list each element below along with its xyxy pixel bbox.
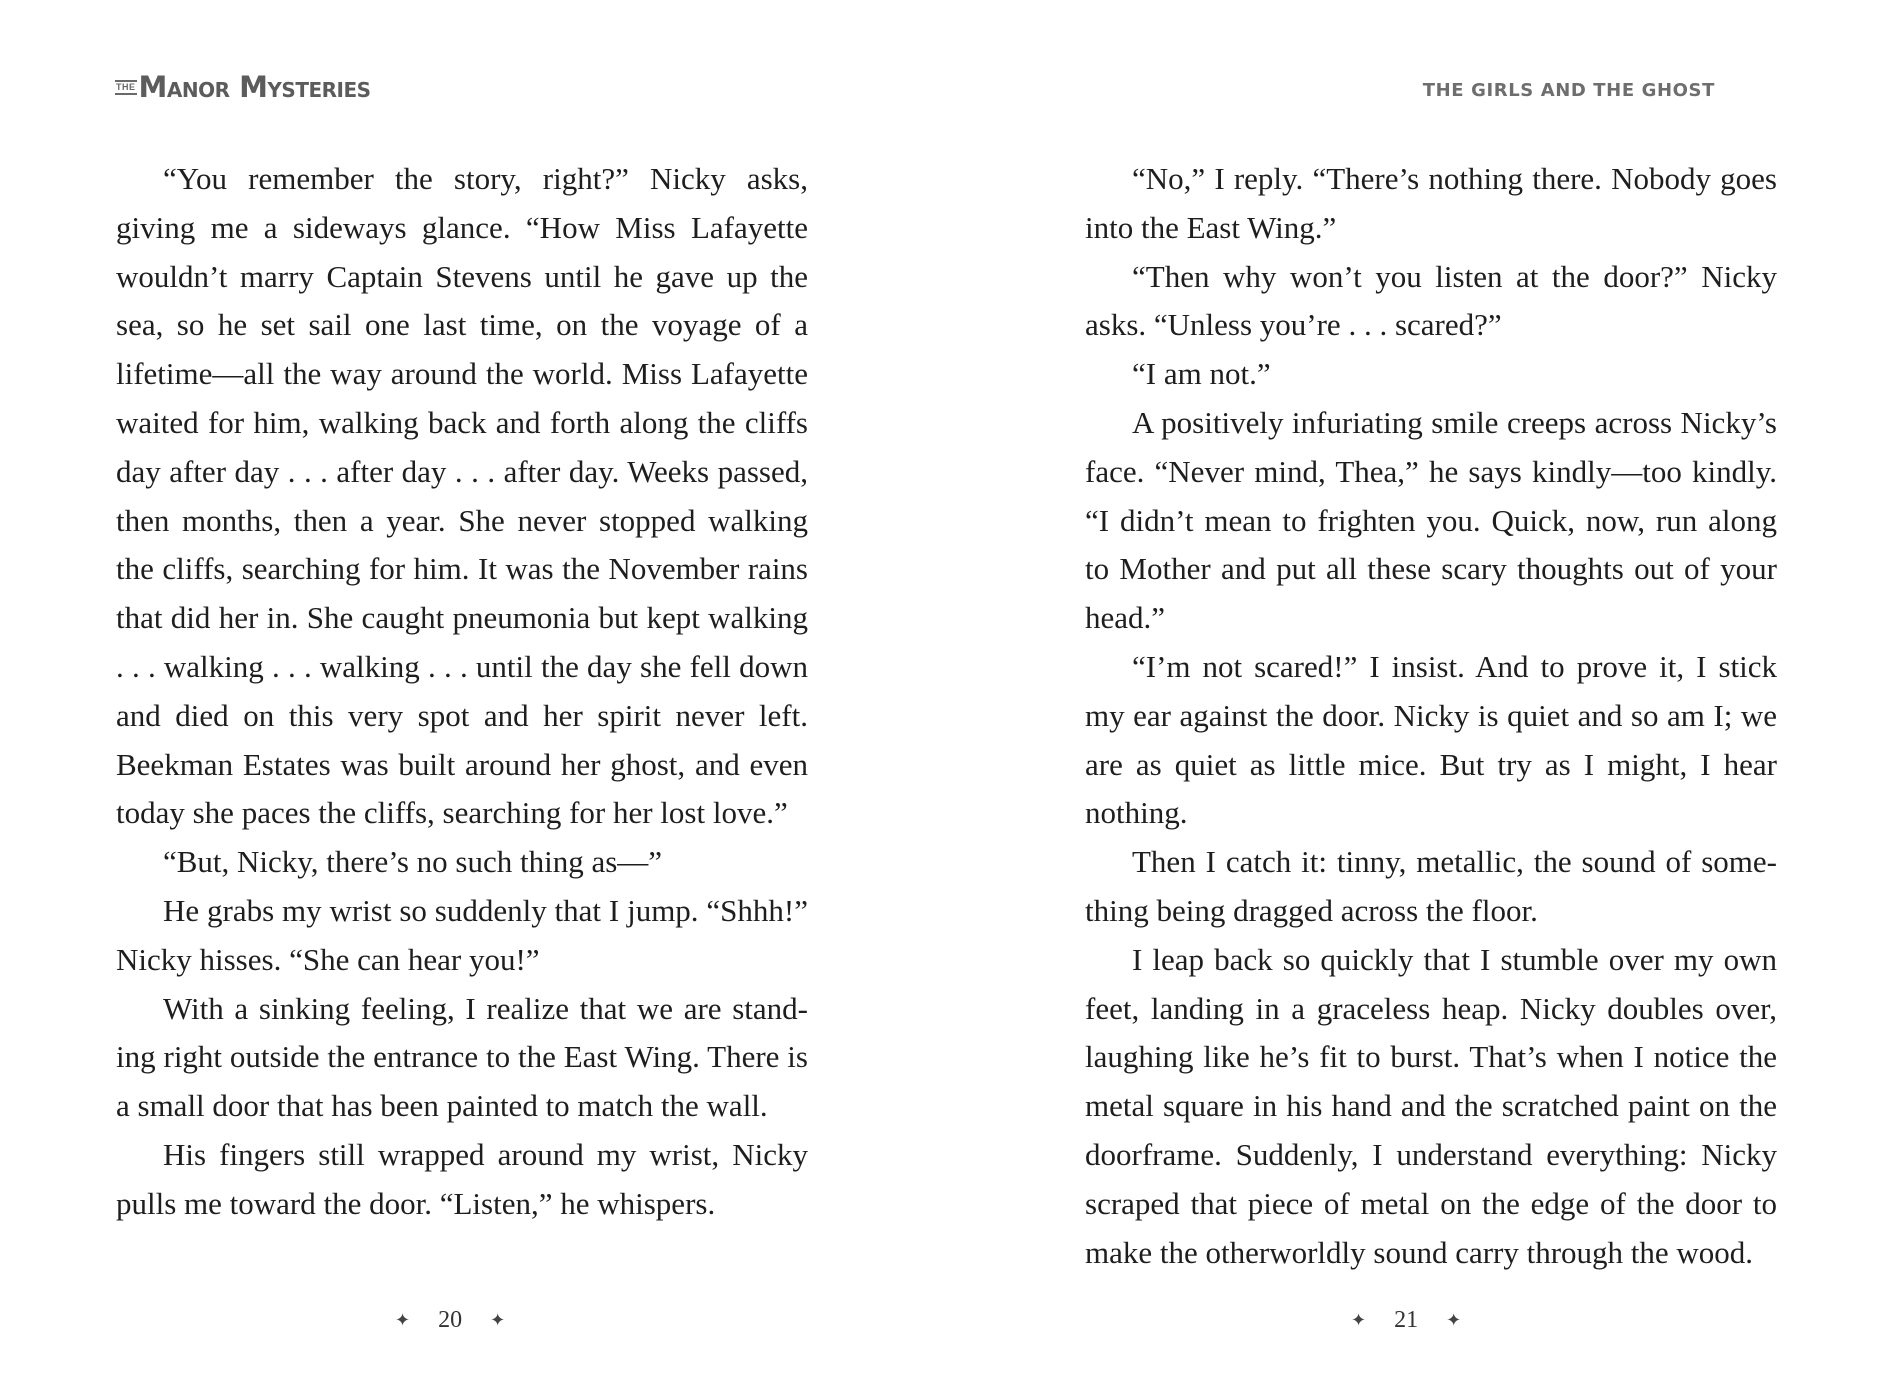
- paragraph: Then I catch it: tinny, metallic, the sound of something being dragged across the floor.: [1085, 844, 1777, 928]
- right-body-text: [1085, 155, 1777, 1277]
- star-ornament-icon: ✦: [1446, 1310, 1462, 1331]
- left-page: [0, 0, 940, 1400]
- paragraph: His fingers still wrapped around my wrist, Nicky pulls me toward the door. “Listen,” he whispers.: [116, 1136, 808, 1221]
- paragraph: “But, Nicky, there’s no such thing as—”: [163, 844, 663, 880]
- paragraph: He grabs my wrist so suddenly that I jump. “Shhh!” Nicky hisses. “She can hear you!”: [116, 892, 808, 977]
- right-page: [940, 0, 1880, 1400]
- paragraph: I leap back so quickly that I stumble over my own feet, landing in a graceless heap. Nicky doubles over, laughing like he’s fit to burst. That’s when I notice the metal square in his hand and the scratched paint on the doorframe. Suddenly, I understand everything: Nicky scraped that piece of metal on the edge of the door to make the otherworldly sound carry through the wood.: [1085, 941, 1777, 1270]
- left-body-text: [116, 155, 808, 1229]
- paragraph: “I’m not scared!” I insist. And to prove it, I stick my ear against the door. Nicky is quiet and so am I; we are as quiet as little mice. But try as I might, I hear nothing.: [1085, 648, 1777, 831]
- page-number-footer: [395, 1307, 505, 1334]
- series-title: Manor Mysteries: [138, 70, 371, 104]
- paragraph: “You remember the story, right?” Nicky asks, giving me a sideways glance. “How Miss Lafayette wouldn’t marry Captain Stevens until he gave up the sea, so he set sail one last time, on the voyage of a lifetime—all the way around the world. Miss Lafayette waited for him, walking back and forth along the cliffs day after day . . . after day . . . after day. Weeks passed, then months, then a year. She never stopped walking the cliffs, searching for him. It was the November rains that did her in. She caught pneumonia but kept walking . . . walking . . . walking . . . until the day she fell down and died on this very spot and her spirit never left. Beekman Estates was built around her ghost, and even today she paces the cliffs, searching for her lost love.”: [116, 161, 808, 831]
- series-prefix: THE: [115, 80, 137, 95]
- paragraph: “I am not.”: [1132, 356, 1271, 392]
- book-title-header: THE GIRLS AND THE GHOST: [1422, 80, 1715, 101]
- paragraph: “Then why won’t you listen at the door?” Nicky asks. “Unless you’re . . . scared?”: [1085, 258, 1777, 343]
- paragraph: “No,” I reply. “There’s nothing there. Nobody goes into the East Wing.”: [1085, 161, 1777, 245]
- star-ornament-icon: ✦: [490, 1310, 506, 1331]
- page-number: 21: [1394, 1307, 1419, 1333]
- star-ornament-icon: ✦: [1351, 1310, 1367, 1331]
- paragraph: A positively infuriating smile creeps across Nicky’s face. “Never mind, Thea,” he says kindly—too kindly. “I didn’t mean to frighten you. Quick, now, run along to Mother and put all these scary thoughts out of your head.”: [1085, 404, 1777, 636]
- series-logo: [115, 72, 371, 102]
- paragraph: With a sinking feeling, I realize that we are standing right outside the entrance to the East Wing. There is a small door that has been painted to match the wall.: [116, 990, 808, 1124]
- star-ornament-icon: ✦: [395, 1310, 411, 1331]
- page-number: 20: [438, 1307, 463, 1333]
- page-number-footer: [1351, 1307, 1461, 1334]
